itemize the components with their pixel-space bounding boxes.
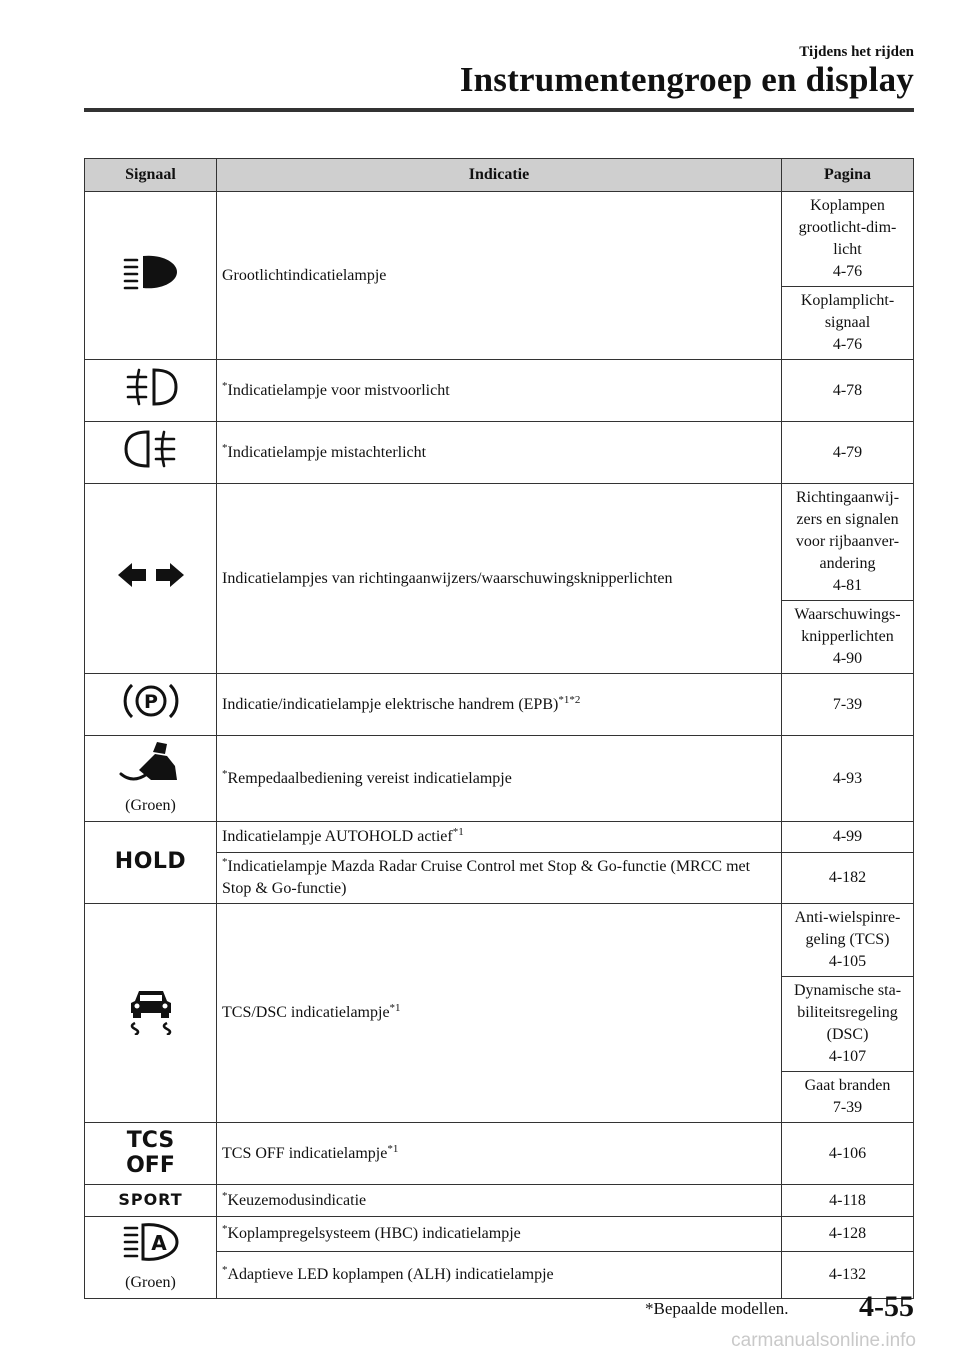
indication-cell <box>217 674 782 736</box>
indication-cell <box>217 1217 782 1252</box>
turn-signal-icon <box>116 560 186 590</box>
indication-cell <box>217 484 782 674</box>
footnote: *Bepaalde modellen. <box>645 1299 789 1318</box>
table-row <box>85 1185 914 1217</box>
table-row <box>85 904 914 977</box>
signal-cell <box>85 360 217 422</box>
page-cell: 4-182 <box>782 853 914 904</box>
table-row <box>85 736 914 822</box>
indication-cell <box>217 192 782 360</box>
footnote-marker: *1 <box>389 1002 401 1014</box>
color-note: (Groen) <box>125 797 176 814</box>
front-fog-icon <box>124 364 178 410</box>
auto-headlight-icon <box>121 1221 181 1263</box>
indication-cell <box>217 1123 782 1185</box>
page-cell: 4-118 <box>782 1185 914 1217</box>
indication-cell <box>217 736 782 822</box>
color-note: (Groen) <box>125 1274 176 1291</box>
rear-fog-icon <box>124 426 178 472</box>
page-cell: 7-39 <box>782 674 914 736</box>
page-cell: Anti-wielspinre- geling (TCS) 4-105 <box>782 904 914 977</box>
indication-text: TCS/DSC indicatielampje <box>222 1004 390 1021</box>
svg-text:P: P <box>143 691 158 713</box>
page-cell: 4-128 <box>782 1217 914 1252</box>
high-beam-icon <box>121 250 181 294</box>
indication-cell <box>217 853 782 904</box>
page-cell: 4-78 <box>782 360 914 422</box>
section-title: Tijdens het rijden <box>799 44 914 60</box>
indication-text: Indicatie/indicatielampje elektrische handrem (EPB) <box>222 695 559 713</box>
sport-mode-icon: SPORT <box>118 1190 183 1209</box>
indication-text: Adaptieve LED koplampen (ALH) indicatielampje <box>227 1265 554 1283</box>
table-row <box>85 192 914 287</box>
page-cell: 4-132 <box>782 1251 914 1298</box>
signal-cell <box>85 422 217 484</box>
page-cell: 4-106 <box>782 1123 914 1185</box>
footnote-marker: *1 <box>452 826 464 838</box>
model-asterisk: * <box>222 1222 228 1235</box>
col-header-page: Pagina <box>782 159 914 192</box>
model-asterisk: * <box>222 856 228 868</box>
indication-cell <box>217 1185 782 1217</box>
indication-text: Rempedaalbediening vereist indicatielampje <box>227 769 512 787</box>
model-asterisk: * <box>222 1189 228 1202</box>
signal-cell <box>85 484 217 674</box>
page-cell: 4-99 <box>782 822 914 853</box>
watermark-text: carmanualsonline.info <box>731 1330 916 1351</box>
table-row <box>85 822 914 853</box>
page-cell: 4-93 <box>782 736 914 822</box>
hold-icon: HOLD <box>114 848 187 874</box>
table-row <box>85 484 914 601</box>
page-number: 4-55 <box>859 1290 914 1323</box>
indication-text: Keuzemodusindicatie <box>227 1191 367 1209</box>
page-cell: Koplamplicht- signaal 4-76 <box>782 287 914 360</box>
indication-text: Indicatielampje AUTOHOLD actief <box>222 828 453 845</box>
signal-cell <box>85 736 217 822</box>
model-asterisk: * <box>222 767 228 780</box>
page-cell: Gaat branden 7-39 <box>782 1072 914 1123</box>
page-cell: 4-79 <box>782 422 914 484</box>
indication-text: Indicatielampjes van richtingaanwijzers/waarschuwingsknipperlichten <box>222 569 673 587</box>
signal-cell <box>85 822 217 904</box>
col-header-indication: Indicatie <box>217 159 782 192</box>
model-asterisk: * <box>222 1263 228 1276</box>
header-rule <box>84 108 914 112</box>
page-cell: Waarschuwings- knipperlichten 4-90 <box>782 601 914 674</box>
signal-table <box>84 158 914 1299</box>
signal-cell <box>85 674 217 736</box>
svg-text:A: A <box>150 1231 167 1255</box>
page-title: Instrumentengroep en display <box>459 60 914 99</box>
indication-cell <box>217 360 782 422</box>
indication-cell <box>217 1251 782 1298</box>
indication-text: TCS OFF indicatielampje <box>222 1144 388 1162</box>
signal-cell <box>85 192 217 360</box>
table-row <box>85 1217 914 1252</box>
signal-cell <box>85 1185 217 1217</box>
signal-cell <box>85 1217 217 1299</box>
model-asterisk: * <box>222 379 228 392</box>
model-asterisk: * <box>222 441 228 454</box>
table-row <box>85 360 914 422</box>
signal-cell <box>85 904 217 1123</box>
page-cell: Koplampen grootlicht-dim- licht 4-76 <box>782 192 914 287</box>
indication-text: Grootlichtindicatielampje <box>222 266 387 284</box>
parking-brake-icon <box>120 678 182 724</box>
footnote-marker: *1*2 <box>558 693 581 706</box>
indication-text: Indicatielampje Mazda Radar Cruise Control met Stop & Go-functie (MRCC met Stop & Go-functie) <box>222 858 751 897</box>
indication-cell <box>217 822 782 853</box>
table-header-row <box>85 159 914 192</box>
indication-text: Indicatielampje mistachterlicht <box>227 443 427 461</box>
indication-cell <box>217 904 782 1123</box>
indication-text: Indicatielampje voor mistvoorlicht <box>227 381 450 399</box>
table-row <box>85 1123 914 1185</box>
tcs-dsc-icon <box>125 985 177 1035</box>
table-row <box>85 422 914 484</box>
footnote-marker: *1 <box>387 1142 399 1155</box>
page-cell: Dynamische sta- biliteitsregeling (DSC) 4-107 <box>782 977 914 1072</box>
col-header-signal: Signaal <box>85 159 217 192</box>
indication-cell <box>217 422 782 484</box>
page-cell: Richtingaanwij- zers en signalen voor rijbaanver- andering 4-81 <box>782 484 914 601</box>
signal-cell <box>85 1123 217 1185</box>
brake-pedal-icon <box>117 740 185 786</box>
tcs-off-icon: TCS OFF <box>126 1128 175 1178</box>
table-row <box>85 674 914 736</box>
indication-text: Koplampregelsysteem (HBC) indicatielampje <box>227 1224 521 1242</box>
